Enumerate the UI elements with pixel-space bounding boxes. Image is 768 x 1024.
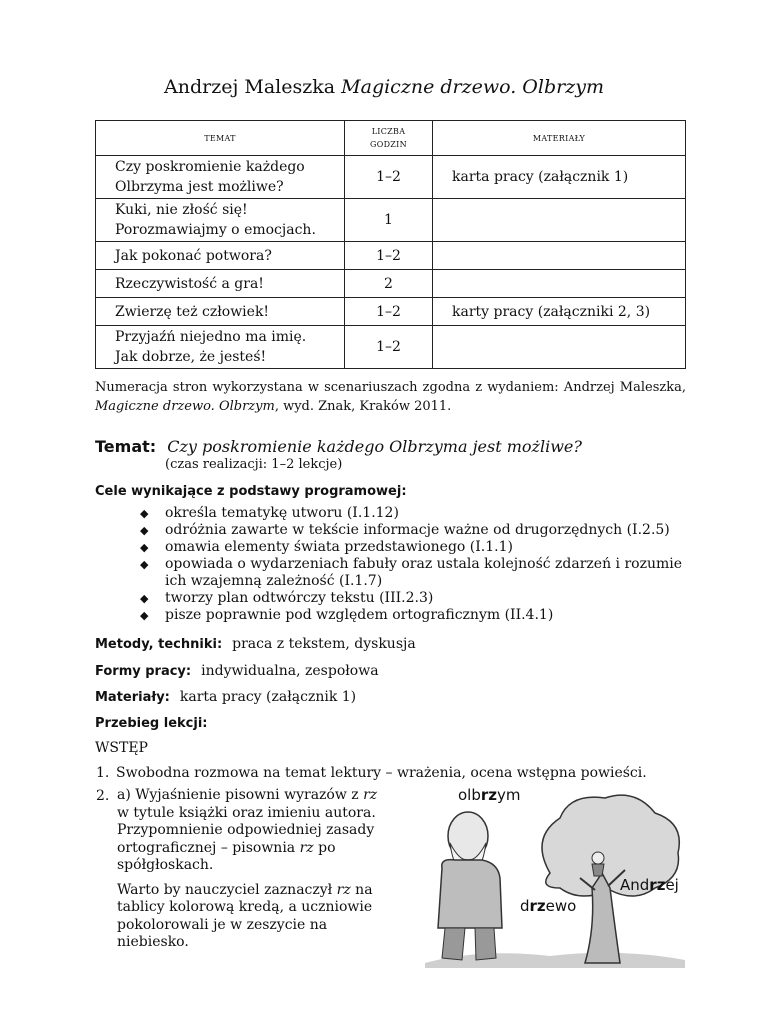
ground-shape xyxy=(425,953,685,968)
boy-body xyxy=(592,864,604,876)
row-topic: Jak pokonać potwora? xyxy=(96,242,345,270)
row-topic: Zwierzę też człowiek! xyxy=(96,298,345,326)
table-row xyxy=(96,199,686,242)
row-topic: Kuki, nie złość się! Porozmawiajmy o emocjach. xyxy=(96,199,345,242)
header-topic: TEMAT xyxy=(96,121,345,156)
label-drzewo: drzewo xyxy=(520,897,577,915)
intro-heading: WSTĘP xyxy=(95,740,148,756)
header-hours: LICZBA GODZIN xyxy=(345,121,433,156)
lesson-plan-table xyxy=(95,120,686,369)
table-row xyxy=(96,298,686,326)
bullet-icon: ◆ xyxy=(140,558,149,571)
row-topic: Rzeczywistość a gra! xyxy=(96,270,345,298)
forms-field: Formy pracy: indywidualna, zespołowa xyxy=(95,663,379,679)
bullet-icon: ◆ xyxy=(140,592,149,605)
row-topic: Czy poskromienie każdego Olbrzyma jest możliwe? xyxy=(96,156,345,199)
bullet-icon: ◆ xyxy=(140,524,149,537)
course-heading: Przebieg lekcji: xyxy=(95,716,208,731)
row-materials: karta pracy (załącznik 1) xyxy=(433,156,686,199)
list-item: ◆ omawia elementy świata przedstawionego (I.1.1) xyxy=(140,539,513,555)
row-materials xyxy=(433,199,686,242)
bullet-icon: ◆ xyxy=(140,507,149,520)
list-item: ◆ pisze poprawnie pod względem ortograficznym (II.4.1) xyxy=(140,607,554,623)
title-author: Andrzej Maleszka xyxy=(164,76,336,98)
step-2-number: 2. xyxy=(96,788,110,804)
table-row xyxy=(96,270,686,298)
step-2 xyxy=(117,787,387,959)
title-book: Magiczne drzewo. Olbrzym xyxy=(341,76,604,98)
page-title xyxy=(0,76,768,98)
bullet-icon: ◆ xyxy=(140,541,149,554)
list-item: ◆ określa tematykę utworu (I.1.12) xyxy=(140,505,399,521)
list-item: ◆ odróżnia zawarte w tekście informacje ważne od drugorzędnych (I.2.5) xyxy=(140,522,670,538)
boy-head xyxy=(592,852,604,864)
row-hours: 1–2 xyxy=(345,242,433,270)
row-hours: 1 xyxy=(345,199,433,242)
row-materials xyxy=(433,326,686,369)
edition-note: Numeracja stron wykorzystana w scenariuszach zgodna z wydaniem: Andrzej Maleszka, Magiczne drzewo. Olbrzym, wyd. Znak, Kraków 2011. xyxy=(95,380,686,414)
materials-field: Materiały: karta pracy (załącznik 1) xyxy=(95,689,357,705)
table-row xyxy=(96,242,686,270)
header-materials: MATERIAŁY xyxy=(433,121,686,156)
goals-heading: Cele wynikające z podstawy programowej: xyxy=(95,484,407,499)
row-topic: Przyjaźń niejedno ma imię. Jak dobrze, że jesteś! xyxy=(96,326,345,369)
row-materials xyxy=(433,242,686,270)
row-hours: 1–2 xyxy=(345,298,433,326)
row-materials: karty pracy (załączniki 2, 3) xyxy=(433,298,686,326)
step-2a: a) Wyjaśnienie pisowni wyrazów z rz w tytule książki oraz imieniu autora. Przypomnienie odpowiedniej zasady ortograficznej – pisownia rz po spółgłoskach. xyxy=(117,787,378,873)
table-row xyxy=(96,156,686,199)
label-andrzej: Andrzej xyxy=(620,876,679,894)
bullet-icon: ◆ xyxy=(140,609,149,622)
list-item: ◆ opowiada o wydarzeniach fabuły oraz ustala kolejność zdarzeń i rozumie ich wzajemną zależność (I.1.7) xyxy=(140,556,683,589)
table-header-row xyxy=(96,121,686,156)
row-hours: 2 xyxy=(345,270,433,298)
giant-body xyxy=(438,860,502,928)
row-hours: 1–2 xyxy=(345,156,433,199)
lesson-topic xyxy=(95,437,582,456)
row-materials xyxy=(433,270,686,298)
topic-text: Czy poskromienie każdego Olbrzyma jest możliwe? xyxy=(167,437,582,456)
topic-label: Temat: xyxy=(95,437,157,456)
goals-list xyxy=(140,505,695,624)
methods-field: Metody, techniki: praca z tekstem, dyskusja xyxy=(95,636,416,652)
list-item: ◆ tworzy plan odtwórczy tekstu (III.2.3) xyxy=(140,590,434,606)
label-olbrzym: olbrzym xyxy=(458,786,521,804)
lesson-time: (czas realizacji: 1–2 lekcje) xyxy=(165,457,343,472)
row-hours: 1–2 xyxy=(345,326,433,369)
table-row xyxy=(96,326,686,369)
step-2b: Warto by nauczyciel zaznaczył rz na tablicy kolorową kredą, a uczniowie pokolorowali je w zeszycie na niebiesko. xyxy=(117,881,373,950)
giant-tree-illustration xyxy=(420,778,690,968)
step-1: 1. Swobodna rozmowa na temat lektury – wrażenia, ocena wstępna powieści. xyxy=(96,765,647,781)
